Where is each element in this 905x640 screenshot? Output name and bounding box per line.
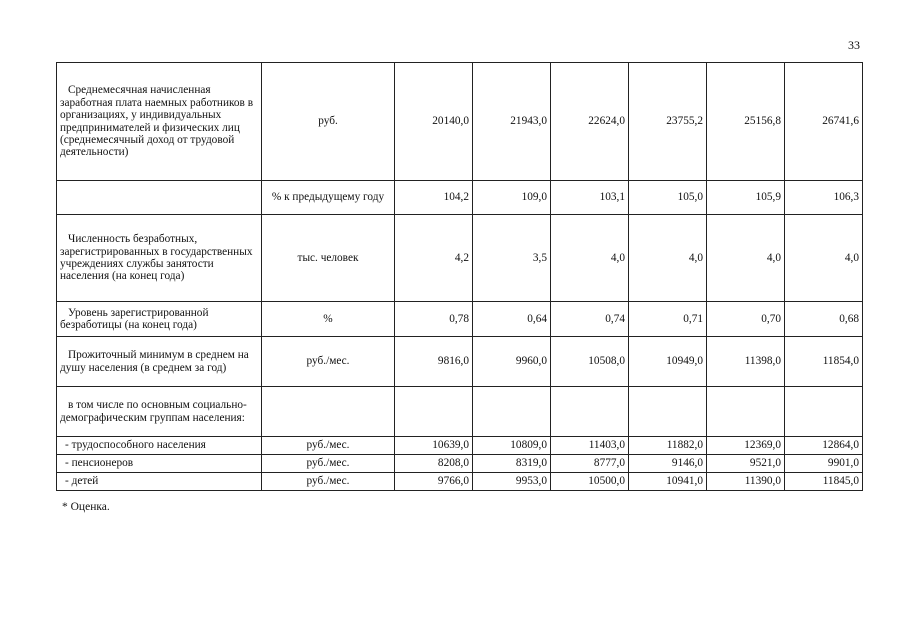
table-cell [785,387,863,437]
row-unit: руб./мес. [262,337,395,387]
table-cell: 3,5 [473,215,551,302]
table-cell: 12864,0 [785,437,863,455]
table-cell: 9146,0 [629,455,707,473]
row-label: - детей [57,473,262,491]
table-row [57,302,863,337]
table-cell: 21943,0 [473,63,551,181]
row-label: Прожиточный минимум в среднем на душу населения (в среднем за год) [57,337,262,387]
row-unit: руб./мес. [262,437,395,455]
table-cell: 9816,0 [395,337,473,387]
table-cell: 11854,0 [785,337,863,387]
table-cell: 26741,6 [785,63,863,181]
table-cell: 0,68 [785,302,863,337]
table-cell: 0,74 [551,302,629,337]
table-cell: 8208,0 [395,455,473,473]
table-cell: 10639,0 [395,437,473,455]
table-cell [629,387,707,437]
table-cell: 4,0 [629,215,707,302]
table-cell: 0,71 [629,302,707,337]
table-cell: 10809,0 [473,437,551,455]
table-row [57,437,863,455]
table-row [57,215,863,302]
table-cell: 104,2 [395,181,473,215]
table-row [57,473,863,491]
row-unit: руб. [262,63,395,181]
row-unit: % [262,302,395,337]
table-cell: 9766,0 [395,473,473,491]
data-table [56,62,863,491]
table-cell: 0,64 [473,302,551,337]
table-cell: 9901,0 [785,455,863,473]
row-label: Среднемесячная начисленная заработная плата наемных работников в организациях, у индивидуальных предпринимателей и физических лиц (среднемесячный доход от трудовой деятельности) [57,63,262,181]
table-cell: 10949,0 [629,337,707,387]
table-row [57,387,863,437]
table-cell: 105,0 [629,181,707,215]
footnote: * Оценка. [62,501,110,513]
row-label [57,181,262,215]
row-label: Уровень зарегистрированной безработицы (на конец года) [57,302,262,337]
table-cell: 12369,0 [707,437,785,455]
table-cell: 11845,0 [785,473,863,491]
table-cell: 10941,0 [629,473,707,491]
table-cell: 106,3 [785,181,863,215]
table-cell: 11403,0 [551,437,629,455]
row-unit: тыс. человек [262,215,395,302]
table-cell: 9953,0 [473,473,551,491]
table-cell: 103,1 [551,181,629,215]
table-cell: 10500,0 [551,473,629,491]
table-cell: 109,0 [473,181,551,215]
table-cell: 8319,0 [473,455,551,473]
row-label: - пенсионеров [57,455,262,473]
table-cell: 105,9 [707,181,785,215]
table-cell [473,387,551,437]
table-cell: 11398,0 [707,337,785,387]
table-cell: 23755,2 [629,63,707,181]
table-row [57,337,863,387]
table-cell [395,387,473,437]
row-label: - трудоспособного населения [57,437,262,455]
row-label: Численность безработных, зарегистрированных в государственных учреждениях службы занятости населения (на конец года) [57,215,262,302]
table-cell: 0,70 [707,302,785,337]
table-cell: 4,0 [785,215,863,302]
table-cell [707,387,785,437]
table-cell: 9960,0 [473,337,551,387]
table-row [57,181,863,215]
table-row [57,455,863,473]
table-cell: 22624,0 [551,63,629,181]
table-row [57,63,863,181]
row-unit: руб./мес. [262,455,395,473]
table-cell: 11390,0 [707,473,785,491]
table-cell: 0,78 [395,302,473,337]
table-cell: 4,0 [707,215,785,302]
table-cell: 20140,0 [395,63,473,181]
table-cell: 10508,0 [551,337,629,387]
table-cell: 4,0 [551,215,629,302]
page-number: 33 [848,38,860,52]
table-cell: 11882,0 [629,437,707,455]
table-cell [551,387,629,437]
table-cell: 9521,0 [707,455,785,473]
table-cell: 4,2 [395,215,473,302]
table-cell: 25156,8 [707,63,785,181]
row-unit: % к предыдущему году [262,181,395,215]
table-cell: 8777,0 [551,455,629,473]
row-unit: руб./мес. [262,473,395,491]
row-label: в том числе по основным социально-демографическим группам населения: [57,387,262,437]
row-unit [262,387,395,437]
